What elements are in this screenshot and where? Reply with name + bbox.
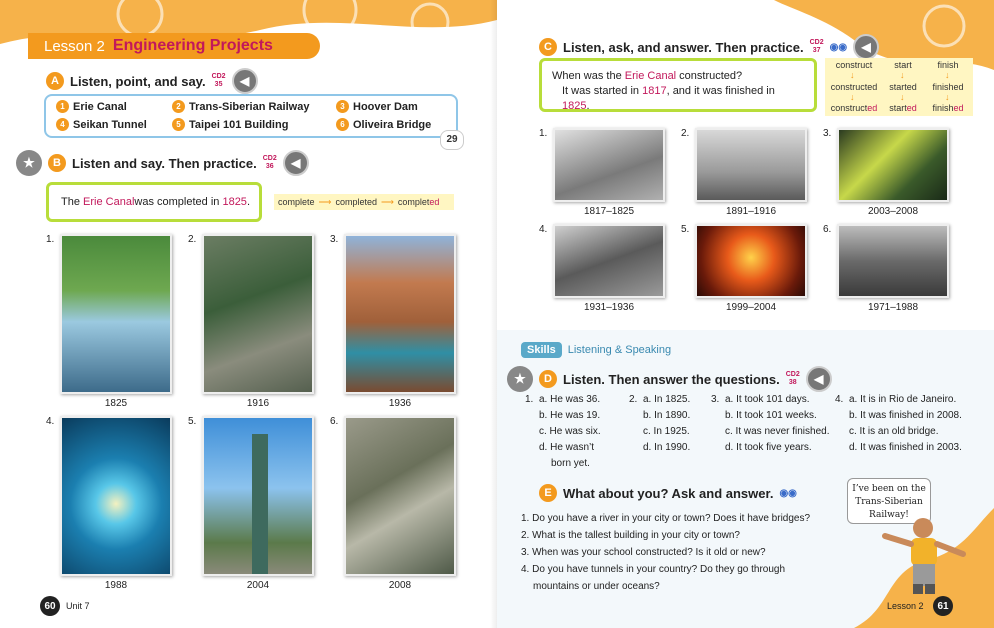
skills-label: Skills (521, 342, 562, 358)
right-page (497, 0, 994, 628)
section-e-heading (539, 484, 797, 502)
answer-column: 4. a. It is in Rio de Janeiro. b. It was finished in 2008. c. It is an old bridge. d. It was finished in 2003. (835, 394, 962, 453)
photo-years: 1971–1988 (867, 302, 919, 313)
photo-number: 3. (330, 234, 339, 245)
lesson-header (28, 33, 320, 59)
photo-number: 6. (330, 416, 339, 427)
vocab-item: 4 Seikan Tunnel (56, 118, 147, 131)
photo-steel-construction (695, 224, 807, 298)
photo-number: 2. (188, 234, 197, 245)
section-letter: D (539, 370, 557, 388)
arrow-down-icon: ↓ (945, 70, 950, 80)
photo-year: 1936 (388, 398, 412, 409)
photo-hoover-dam (344, 234, 456, 394)
photo-number: 4. (46, 416, 55, 427)
section-title: Listen. Then answer the questions. (563, 371, 780, 387)
arrow-down-icon: ↓ (900, 92, 905, 102)
page-number: 61 (933, 596, 953, 616)
vocab-item: 5 Taipei 101 Building (172, 118, 288, 131)
model-answer: It was started in 1817, and it was finished in 1825. (562, 85, 775, 112)
cd-track-icon: CD2 37 (809, 39, 824, 54)
photo-number: 6. (823, 224, 832, 235)
cd-track-icon: CD2 35 (211, 73, 226, 88)
vocab-item: 2 Trans-Siberian Railway (172, 100, 309, 113)
arrow-down-icon: ↓ (850, 92, 855, 102)
photo-years: 1931–1936 (583, 302, 635, 313)
photo-number: 1. (46, 234, 55, 245)
answer-column: 3. a. It took 101 days. b. It took 101 weeks. c. It was never finished. d. It took five years. (711, 394, 830, 453)
photo-number: 1. (539, 128, 548, 139)
vocab-item: 3 Hoover Dam (336, 100, 418, 113)
photo-number: 5. (188, 416, 197, 427)
photo-taipei-101 (202, 416, 314, 576)
section-letter: B (48, 154, 66, 172)
cd-track-icon: CD2 38 (785, 371, 800, 386)
skills-tag (521, 340, 671, 360)
answer-column: 1. a. He was 36. b. He was 19. c. He was six. d. He wasn’t born yet. (525, 394, 601, 469)
audio-play-button[interactable]: ◀ (853, 34, 879, 60)
verb-forms-table: construct start finish ↓ ↓ ↓ constructed started finished ↓ ↓ ↓ constructed started finished (825, 58, 973, 116)
vocab-box (44, 94, 458, 138)
photo-seikan-tunnel (60, 416, 172, 576)
photo-number: 5. (681, 224, 690, 235)
section-letter: E (539, 484, 557, 502)
vocab-item: 6 Oliveira Bridge (336, 118, 431, 131)
model-dialogue-box (539, 58, 817, 112)
photo-years: 1817–1825 (583, 206, 635, 217)
photo-bw-dam (553, 224, 665, 298)
discussion-questions: 1. Do you have a river in your city or town? Does it have bridges? 2. What is the tallest building in your city or town? 3. When was your school constructed? Is it old or new? 4. Do you have tunnels in your country? Do they go through mountains or under oceans? (521, 513, 811, 592)
photo-years: 1891–1916 (725, 206, 777, 217)
arrow-right-icon: ⟶ (318, 196, 332, 207)
model-sentence-box: The Erie Canal was completed in 1825 . (46, 182, 262, 222)
vocab-item: 1 Erie Canal (56, 100, 127, 113)
photo-oliveira-bridge (344, 416, 456, 576)
arrow-down-icon: ↓ (945, 92, 950, 102)
section-c-heading (539, 34, 879, 60)
section-title: Listen, point, and say. (70, 73, 206, 89)
skills-subtitle: Listening & Speaking (567, 344, 672, 356)
verb-form-chain: complete ⟶ completed ⟶ completed (274, 194, 454, 210)
photo-year: 1825 (104, 398, 128, 409)
section-title: What about you? Ask and answer. (563, 485, 774, 501)
answer-column: 2. a. In 1825. b. In 1890. c. In 1925. d. In 1990. (629, 394, 691, 453)
section-letter: C (539, 38, 557, 56)
photo-number: 4. (539, 224, 548, 235)
section-d-heading (507, 366, 832, 392)
unit-label: Unit 7 (66, 601, 90, 611)
arrow-right-icon: ⟶ (380, 196, 394, 207)
photo-year: 1916 (246, 398, 270, 409)
pair-work-icon: ◉◉ (779, 487, 797, 499)
photo-year: 2004 (246, 580, 270, 591)
cd-track-icon: CD2 36 (262, 155, 277, 170)
section-letter: A (46, 72, 64, 90)
audio-play-button[interactable]: ◀ (806, 366, 832, 392)
arrow-down-icon: ↓ (850, 70, 855, 80)
audio-play-button[interactable]: ◀ (232, 68, 258, 94)
lesson-footer-label: Lesson 2 (887, 601, 924, 611)
page-reference-badge: 29 (440, 130, 464, 150)
star-icon: ★ (507, 366, 533, 392)
photo-years: 1999–2004 (725, 302, 777, 313)
photo-trans-siberian-railway (202, 234, 314, 394)
photo-bw-tunnel (837, 224, 949, 298)
audio-play-button[interactable]: ◀ (283, 150, 309, 176)
pair-work-icon: ◉◉ (829, 41, 848, 53)
star-icon: ★ (16, 150, 42, 176)
photo-bw-railway (695, 128, 807, 202)
section-title: Listen, ask, and answer. Then practice. (563, 39, 804, 55)
lesson-name: Lesson 2 (44, 37, 105, 55)
photo-years: 2003–2008 (867, 206, 919, 217)
arrow-down-icon: ↓ (900, 70, 905, 80)
photo-year: 1988 (104, 580, 128, 591)
photo-erie-canal (60, 234, 172, 394)
section-b-heading (16, 150, 309, 176)
photo-year: 2008 (388, 580, 412, 591)
photo-number: 3. (823, 128, 832, 139)
speech-bubble: I’ve been on the Trans-Siberian Railway! (847, 478, 931, 524)
photo-number: 2. (681, 128, 690, 139)
lesson-title: Engineering Projects (112, 37, 273, 54)
section-title: Listen and say. Then practice. (72, 155, 257, 171)
photo-bw-construction (553, 128, 665, 202)
section-a-heading (46, 68, 258, 94)
boy-illustration (877, 514, 967, 598)
photo-bridge-night (837, 128, 949, 202)
model-question: When was the Erie Canal constructed? (552, 70, 743, 82)
page-number: 60 (40, 596, 60, 616)
